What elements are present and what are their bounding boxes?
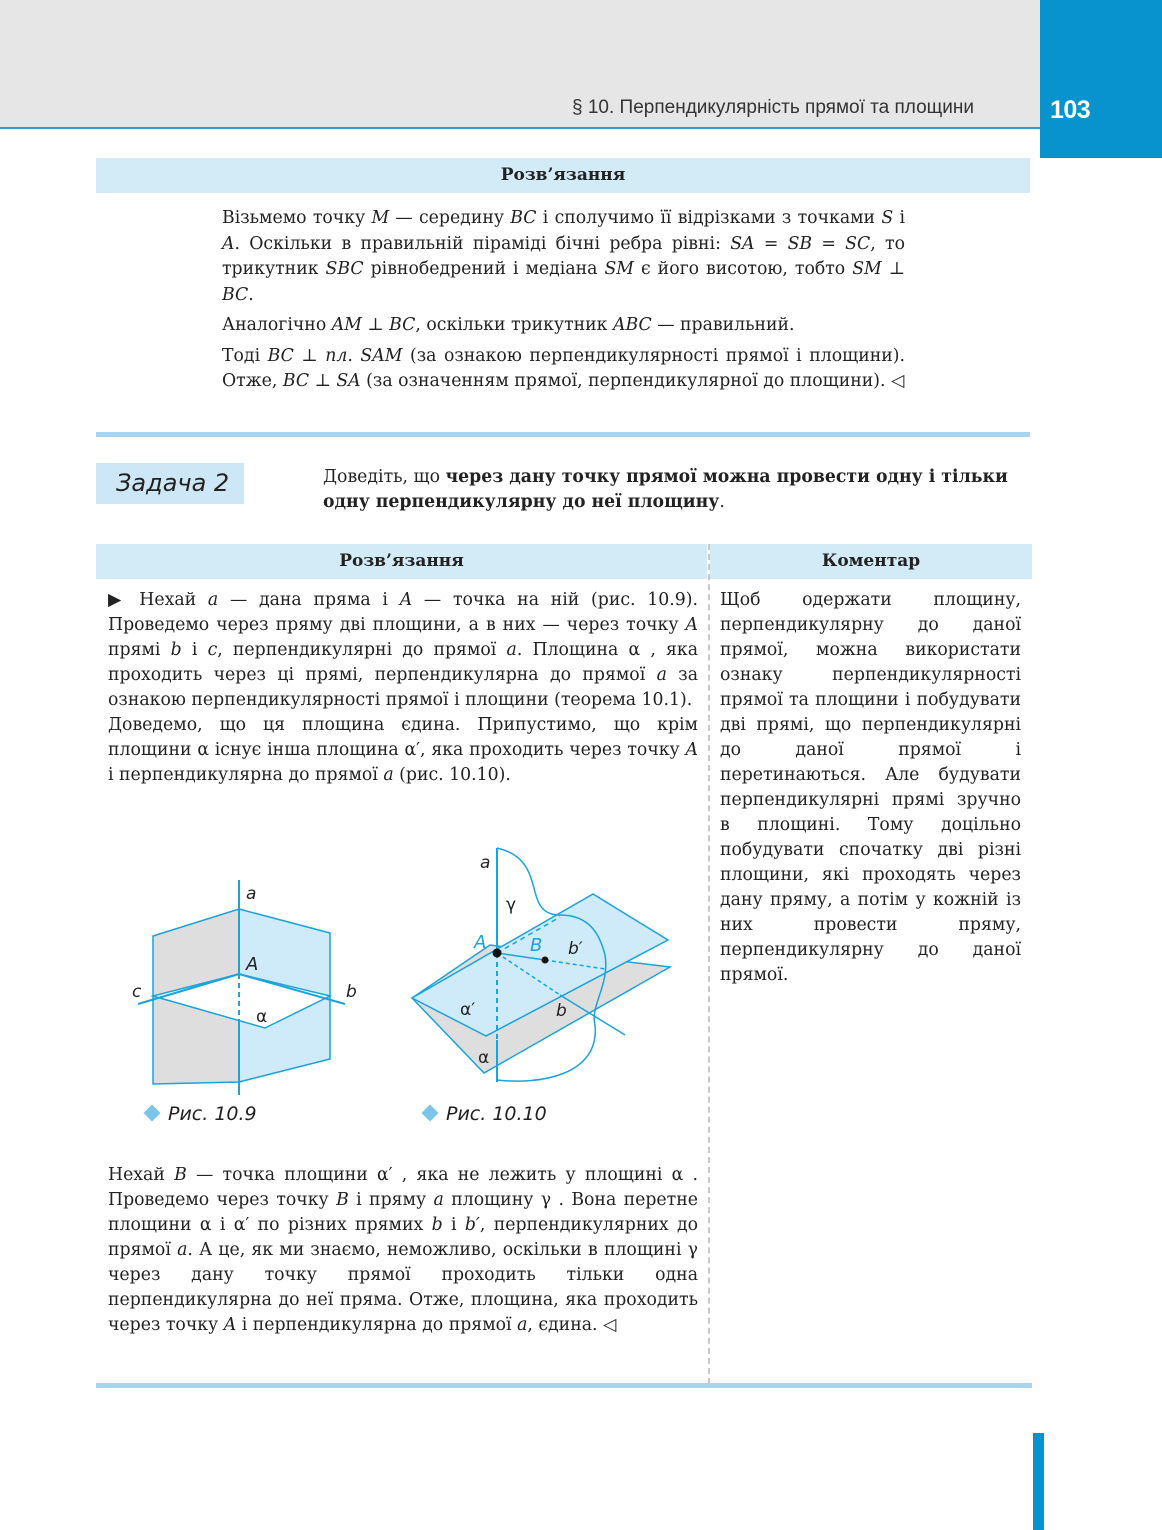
caption-marker-icon xyxy=(144,1105,161,1122)
fig1-label-A: A xyxy=(246,954,259,975)
fig1-label-c: c xyxy=(132,982,142,1002)
fig2-label-bprime: b′ xyxy=(568,939,583,959)
proof-paragraph-3: Нехай B — точка площини α′ , яка не лежить у площині α . Проведемо через точку B і пряму a площину γ . Вона перетне площини α і α′ по різних прямих b і b′, перпендикулярних до прямої a. А це, як ми знаємо, неможливо, оскільки в площині γ через дану точку прямої проходить тільки одна перпендикулярна до неї пряма. Отже, площина, яка проходить через точку A і перпендикулярна до прямої a, єдина. ◁ xyxy=(108,1165,699,1335)
page-number-tab xyxy=(1040,0,1162,158)
proof-text xyxy=(108,588,698,788)
fig1-label-b: b xyxy=(346,982,357,1002)
solution-paragraph-1: Візьмемо точку M — середину BC і сполучимо її відрізками з точками S і A. Оскільки в правильній піраміді бічні ребра рівні: SA = SB = SC, то трикутник SBC рівнобедрений і медіана SM є його висотою, тобто SM ⊥ BC. xyxy=(222,208,906,305)
solution-text xyxy=(222,206,905,400)
fig2-label-B: B xyxy=(530,935,543,956)
figure-10-9 xyxy=(120,870,380,1100)
page-number: 103 xyxy=(1050,96,1091,124)
header-rule xyxy=(0,127,1040,129)
figure-10-10-caption: Рис. 10.10 xyxy=(424,1103,547,1125)
table-bottom-rule xyxy=(96,1383,1032,1388)
fig2-label-b: b xyxy=(556,1001,567,1021)
table-header-comment: Коментар xyxy=(710,544,1032,579)
fig2-label-A: A xyxy=(474,932,487,953)
running-head: § 10. Перпендикулярність прямої та площини xyxy=(572,97,974,118)
caption-marker-icon xyxy=(422,1105,439,1122)
proof-text-continued xyxy=(108,1163,698,1338)
figure-10-9-caption: Рис. 10.9 xyxy=(146,1103,257,1125)
table-column-divider xyxy=(708,544,710,1384)
proof-paragraph-2: Доведемо, що ця площина єдина. Припустимо, що крім площини α існує інша площина α′, яка проходить через точку A і перпендикулярна до прямої a (рис. 10.10). xyxy=(108,715,698,785)
fig1-label-alpha: α xyxy=(256,1007,268,1027)
solution-paragraph-3: Тоді BC ⊥ пл. SAM (за ознакою перпендикулярності прямої і площини). Отже, BC ⊥ SA (за означенням прямої, перпендикулярної до площини). ◁ xyxy=(222,345,905,391)
fig1-label-a: a xyxy=(246,884,257,904)
fig2-label-a: a xyxy=(480,853,491,873)
comment-text: Щоб одержати площину, перпендикулярну до даної прямої, можна використати ознаку перпендикулярності прямої та площини і побудувати дві прямі, що перпендикулярні до даної прямої і перетинаються. Але будувати перпендикулярні прямі зручно в площині. Тому доцільно побудувати спочатку дві різні площини, які проходять через дану пряму, а потім у кожній із них провести пряму, перпендикулярну до даної прямої. xyxy=(720,590,1021,985)
fig2-label-gamma: γ xyxy=(506,895,517,915)
figure-10-10 xyxy=(400,845,690,1095)
fig2-label-alpha: α xyxy=(478,1048,490,1068)
fig2-label-alphaprime: α′ xyxy=(460,1000,476,1020)
table-header-solution: Розв’язання xyxy=(96,544,707,579)
side-accent-strip xyxy=(1033,1433,1044,1530)
solution-header: Розв’язання xyxy=(96,158,1030,193)
task-statement: Доведіть, що через дану точку прямої можна провести одну і тільки одну перпендикулярну до неї площину. xyxy=(323,467,1008,512)
solution-paragraph-2: Аналогічно AM ⊥ BC, оскільки трикутник ABC — правильний. xyxy=(222,315,795,335)
task-label: Задача 2 xyxy=(96,463,244,504)
proof-paragraph-1: ▶ Нехай a — дана пряма і A — точка на ній (рис. 10.9). Проведемо через пряму дві площини, а в них — через точку A прямі b і c, перпендикулярні до прямої a. Площина α , яка проходить через ці прямі, перпендикулярна до прямої a за ознакою перпендикулярності прямої і площини (теорема 10.1). xyxy=(108,590,698,710)
section-divider xyxy=(96,432,1030,437)
